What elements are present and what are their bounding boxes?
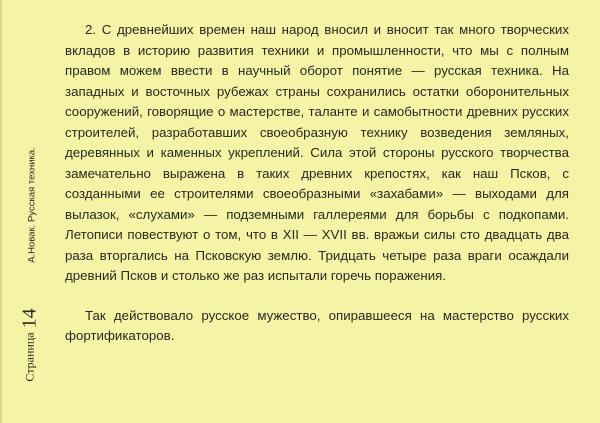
running-header-author-title: А.Новак. Русская техника. — [26, 147, 38, 263]
page-label: Страница — [22, 332, 37, 382]
document-body — [65, 20, 569, 347]
page-sidebar — [2, 0, 54, 423]
body-paragraph: Так действовало русское мужество, опиравшееся на мастерство русских фортификаторов. — [65, 307, 569, 343]
page-number: 14 — [18, 308, 41, 329]
body-paragraph: 2. С древнейших времен наш народ вносил и вносит так много творческих вкладов в историю развития техники и промышленности, что мы с полным правом можем ввести в научный оборот понятие — русская техника. На западных и восточных рубежах страны сохранились остатки оборонительных сооружений, говорящие о мастерстве, таланте и самобытности древних русских строителей, разработавших своеобразную технику возведения земляных, деревянных и каменных укреплений. Сила этой стороны русского творчества замечательно выражена в таких древних крепостях, как наш Псков, с созданными ее строителями своеобразными «захабами» — выходами для вылазок, «слухами» — подземными галлереями для борьбы с подкопами. Летописи повествуют о том, что в XII — XVII вв. вражьи силы сто двадцать два раза вторгались на Псковскую землю. Тридцать четыре раза враги осаждали древний Псков и столько же раз испытали горечь поражения. — [65, 22, 569, 283]
page-number-marker — [19, 308, 42, 381]
